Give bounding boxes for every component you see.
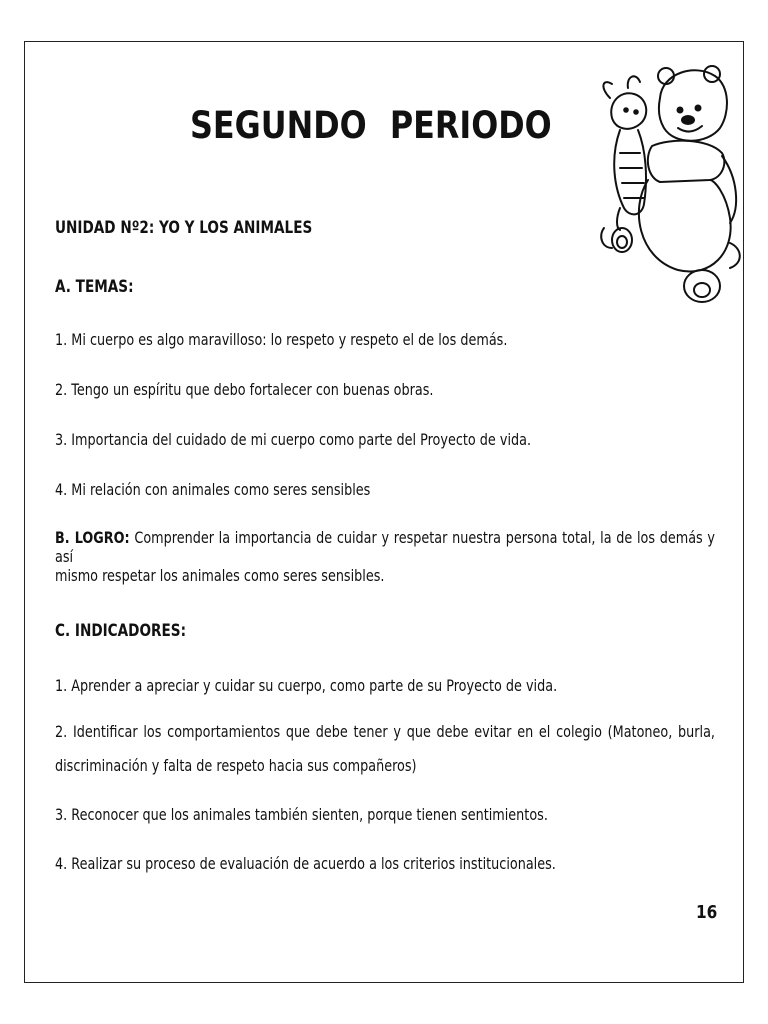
topic-item-2: 2. Tengo un espíritu que debo fortalecer con buenas obras. (55, 380, 434, 399)
achievement-text-1: Comprender la importancia de cuidar y respetar nuestra persona total, la de los demás y así (55, 528, 716, 566)
section-a-heading: A. TEMAS: (55, 277, 134, 297)
unit-heading: UNIDAD Nº2: YO Y LOS ANIMALES (55, 218, 313, 238)
section-c-heading: C. INDICADORES: (55, 621, 187, 641)
achievement-label: B. LOGRO: (55, 528, 130, 547)
achievement-line-1 (55, 528, 715, 566)
topic-item-3: 3. Importancia del cuidado de mi cuerpo como parte del Proyecto de vida. (55, 430, 532, 449)
pooh-piglet-illustration-icon (590, 58, 742, 308)
indicator-item-3: 3. Reconocer que los animales también sienten, porque tienen sentimientos. (55, 805, 548, 824)
topic-item-1: 1. Mi cuerpo es algo maravilloso: lo respeto y respeto el de los demás. (55, 330, 508, 349)
indicator-item-2-line-2: discriminación y falta de respeto hacia sus compañeros) (55, 756, 417, 775)
indicator-item-1: 1. Aprender a apreciar y cuidar su cuerpo, como parte de su Proyecto de vida. (55, 676, 558, 695)
indicator-item-4: 4. Realizar su proceso de evaluación de acuerdo a los criterios institucionales. (55, 854, 556, 873)
page-title: SEGUNDO PERIODO (190, 104, 552, 147)
achievement-line-2: mismo respetar los animales como seres sensibles. (55, 566, 385, 585)
page-number: 16 (696, 902, 718, 923)
indicator-item-2-line-1: 2. Identificar los comportamientos que debe tener y que debe evitar en el colegio (Matoneo, burla, (55, 722, 715, 741)
topic-item-4: 4. Mi relación con animales como seres sensibles (55, 480, 371, 499)
